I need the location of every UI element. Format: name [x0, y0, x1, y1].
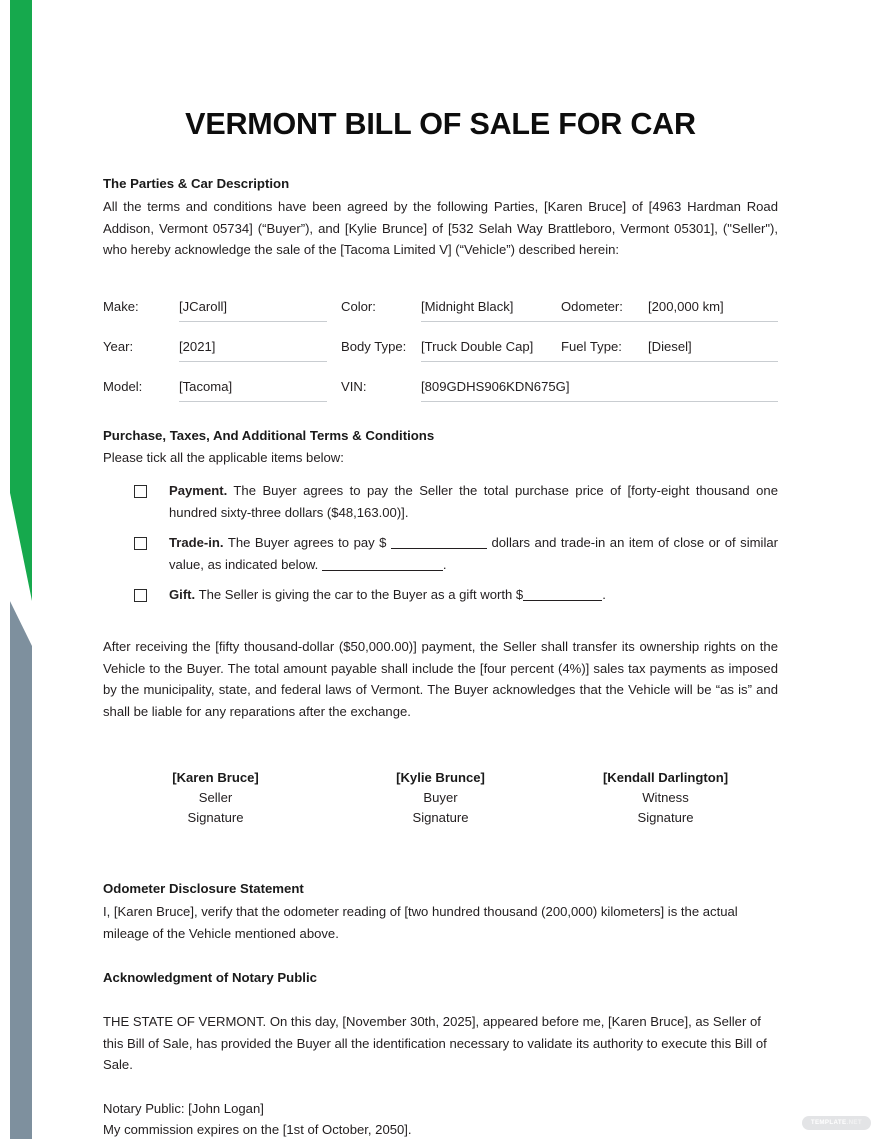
checkbox-bold-label: Payment.	[169, 483, 228, 498]
cell-label-fuel-type: Fuel Type:	[561, 321, 648, 361]
page-title: VERMONT BILL OF SALE FOR CAR	[185, 107, 696, 141]
watermark-part-1: TEMPLATE	[810, 1119, 847, 1126]
cell-value-vin[interactable]: [809GDHS906KDN675G]	[421, 361, 778, 401]
cell-label-model: Model:	[103, 379, 143, 394]
notary-commission-line: My commission expires on the [1st of October, 2050].	[103, 1122, 412, 1137]
section-heading-parties: The Parties & Car Description	[103, 176, 290, 191]
cell-label-body-type: Body Type:	[341, 339, 407, 354]
table-row	[103, 321, 778, 361]
cell-label-make: Make:	[103, 299, 139, 314]
cell-gap	[327, 282, 341, 322]
table-row	[103, 282, 778, 322]
vehicle-details-table	[103, 282, 778, 402]
checkbox-item-trade-in[interactable]	[103, 532, 778, 576]
signature-role: Seller	[198, 790, 233, 805]
cell-label-vin: VIN:	[341, 379, 367, 394]
cell-label-year: Year:	[103, 339, 134, 354]
checkbox-icon[interactable]	[134, 485, 147, 498]
checkbox-body-text-1: The Buyer agrees to pay $	[223, 535, 391, 550]
cell-label-odometer: Odometer:	[561, 282, 648, 322]
cell-gap	[327, 321, 341, 361]
document-content	[103, 0, 778, 1139]
cell-value-fuel-type[interactable]: [Diesel]	[648, 321, 778, 361]
parties-paragraph: All the terms and conditions have been agreed by the following Parties, [Karen Bruce] of [4963 Hardman Road Addison, Vermont 05734] (“Buyer”), and [Kylie Brunce] of [532 Selah Way Brattleboro, Vermont 05301], ("Seller"), who hereby acknowledge the sale of the [Tacoma Limited V] (“Vehicle”) described herein:	[103, 199, 778, 257]
checkbox-icon[interactable]	[134, 589, 147, 602]
signature-caption: Signature	[187, 810, 244, 825]
gray-accent-bar	[10, 585, 32, 1139]
fill-in-blank-item[interactable]	[322, 570, 443, 571]
signature-caption: Signature	[412, 810, 469, 825]
checkbox-bold-label: Gift.	[169, 587, 196, 602]
table-row	[103, 361, 778, 401]
signature-name: [Kylie Brunce]	[396, 770, 485, 785]
section-heading-purchase: Purchase, Taxes, And Additional Terms & Conditions	[103, 427, 435, 443]
checkbox-item-gift[interactable]	[103, 584, 778, 606]
signature-role: Witness	[642, 790, 689, 805]
checkbox-body-text-2: dollars and trade-in an item of close or of similar value, as indicated below.	[169, 535, 778, 572]
purchase-closing-paragraph: After receiving the [fifty thousand-dollar ($50,000.00)] payment, the Seller shall transfer its ownership rights on the Vehicle to the Buyer. The total amount payable shall include the [four percent (4%)] sales tax payments as imposed by the municipality, state, and federal laws of Vermont. The Buyer acknowledges that the Vehicle will be “as is” and shall be liable for any reparations after the exchange.	[103, 639, 778, 719]
checkbox-label-gift	[169, 584, 778, 606]
cell-value-model[interactable]: [Tacoma]	[179, 361, 327, 401]
notary-paragraph: THE STATE OF VERMONT. On this day, [November 30th, 2025], appeared before me, [Karen Bruce], as Seller of this Bill of Sale, has provided the Buyer all the identification necessary to validate its authority to execute this Bill of Sale.	[103, 1014, 767, 1072]
odometer-paragraph: I, [Karen Bruce], verify that the odometer reading of [two hundred thousand (200,000) kilometers] is the actual mileage of the Vehicle mentioned above.	[103, 904, 738, 941]
signature-column-seller	[103, 768, 328, 828]
checkbox-icon[interactable]	[134, 537, 147, 550]
signature-column-witness	[553, 768, 778, 828]
signature-role: Buyer	[423, 790, 458, 805]
cell-value-body-type[interactable]: [Truck Double Cap]	[421, 321, 561, 361]
cell-gap	[327, 361, 341, 401]
cell-value-color[interactable]: [Midnight Black]	[421, 282, 561, 322]
signature-name: [Karen Bruce]	[172, 770, 259, 785]
checkbox-body-text-3: .	[442, 557, 447, 572]
signature-caption: Signature	[637, 810, 694, 825]
template-watermark	[802, 1116, 871, 1130]
notary-public-line: Notary Public: [John Logan]	[103, 1100, 264, 1116]
checkbox-body-text-2: .	[602, 587, 606, 602]
checkbox-body-text: The Buyer agrees to pay the Seller the total purchase price of [forty-eight thousand one hundred sixty-three dollars ($48,163.00)].	[169, 483, 778, 520]
fill-in-blank-gift-value[interactable]	[523, 600, 602, 601]
fill-in-blank-amount[interactable]	[391, 548, 487, 549]
checkbox-label-trade-in	[169, 532, 778, 576]
section-heading-odometer: Odometer Disclosure Statement	[103, 881, 304, 896]
checkbox-bold-label: Trade-in.	[169, 535, 224, 550]
signature-name: [Kendall Darlington]	[602, 770, 729, 785]
signature-column-buyer	[328, 768, 553, 828]
cell-value-odometer[interactable]: [200,000 km]	[648, 282, 778, 322]
green-accent-bar	[10, 0, 32, 601]
cell-value-year[interactable]: [2021]	[179, 321, 327, 361]
purchase-instruction: Please tick all the applicable items below:	[103, 449, 344, 465]
watermark-part-2: .NET	[846, 1119, 862, 1126]
section-heading-notary: Acknowledgment of Notary Public	[103, 970, 317, 985]
signature-block	[103, 768, 778, 828]
cell-label-color: Color:	[341, 299, 376, 314]
checkbox-body-text-1: The Seller is giving the car to the Buyer as a gift worth $	[195, 587, 524, 602]
checkbox-item-payment[interactable]	[103, 480, 778, 524]
checkbox-label-payment	[169, 480, 778, 524]
cell-value-make[interactable]: [JCaroll]	[179, 282, 327, 322]
